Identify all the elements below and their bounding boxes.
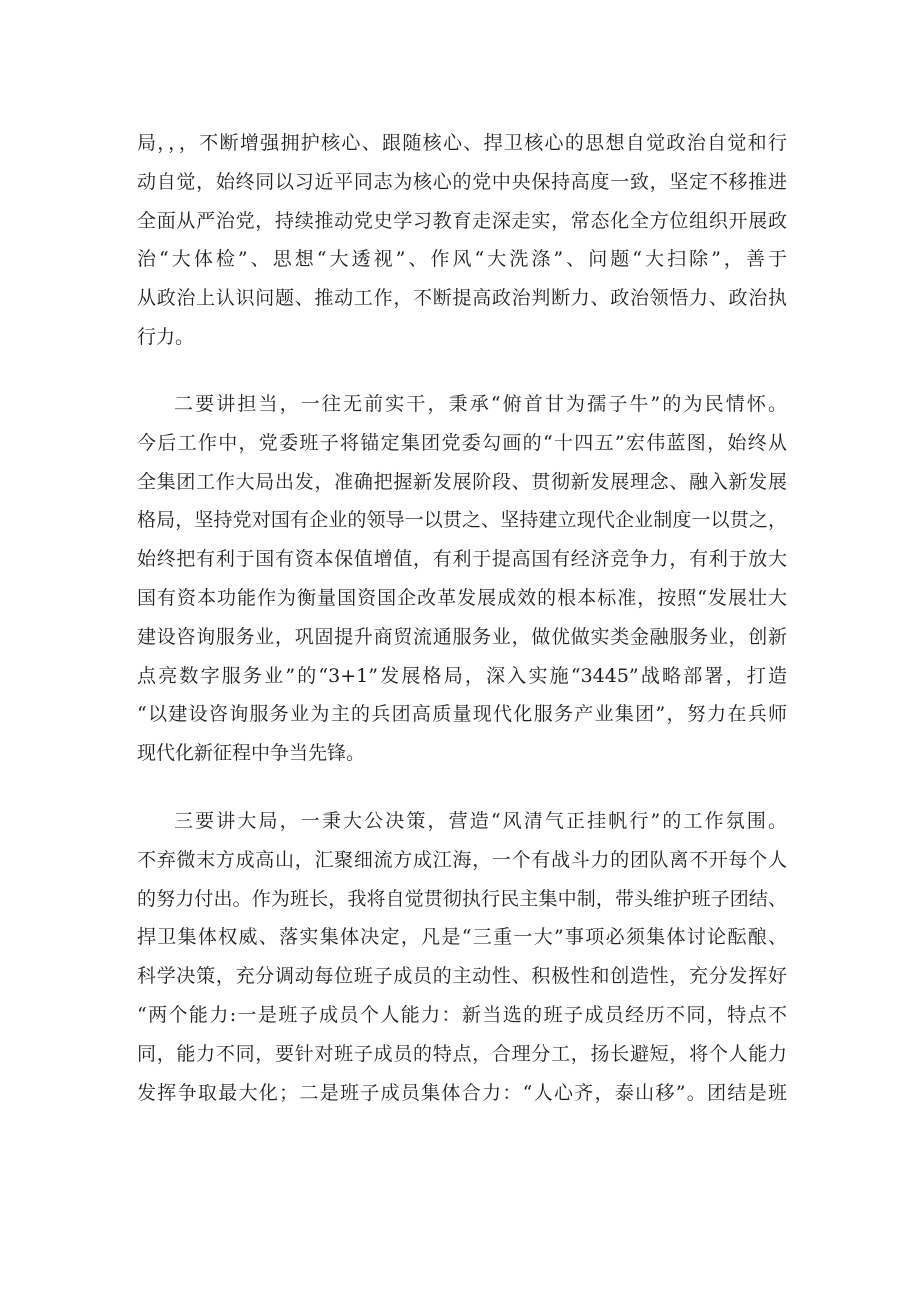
text-line: 现代化新征程中争当先锋。 [137,742,366,765]
text-line: 始终把有利于国有资本保值增值，有利于提高国有经济竞争力，有利于放大 [137,548,787,571]
text-line: 点亮数字服务业”的“3+1”发展格局，深入实施“3445”战略部署，打造 [137,664,787,687]
paragraph-overall-situation [137,802,787,1112]
text-line: 捍卫集体权威、落实集体决定，凡是“三重一大”事项必须集体讨论酝酿、 [137,926,787,949]
text-line: 的努力付出。作为班长，我将自觉贯彻执行民主集中制，带头维护班子团结、 [137,887,787,910]
text-line: 行力。 [137,325,195,348]
text-line: 治“大体检”、思想“大透视”、作风“大洗涤”、问题“大扫除”，善于 [137,248,787,271]
text-line: 科学决策，充分调动每位班子成员的主动性、积极性和创造性，充分发挥好 [137,965,787,988]
text-line: 不弃微末方成高山，汇聚细流方成江海，一个有战斗力的团队离不开每个人 [137,848,787,871]
text-line: 全集团工作大局出发，准确把握新发展阶段、贯彻新发展理念、融入新发展 [137,470,787,493]
text-line: 局，，，不断增强拥护核心、跟随核心、捍卫核心的思想自觉政治自觉和行 [137,132,787,154]
text-line: 全面从严治党，持续推动党史学习教育走深走实，常态化全方位组织开展政 [137,209,787,232]
text-line: 国有资本功能作为衡量国资国企改革发展成效的根本标准，按照“发展壮大 [137,586,787,609]
text-line: 建设咨询服务业，巩固提升商贸流通服务业，做优做实类金融服务业，创新 [137,625,787,648]
paragraph-political-stance [137,124,787,357]
text-line: “两个能力:一是班子成员个人能力：新当选的班子成员经历不同，特点不 [137,1003,787,1026]
text-line: 发挥争取最大化；二是班子成员集体合力：“人心齐，泰山移”。团结是班 [137,1081,787,1104]
paragraph-heading-line: 三要讲大局，一秉大公决策，营造“风清气正挂帆行”的工作氛围。 [174,810,787,832]
text-line: 今后工作中，党委班子将锚定集团党委勾画的“十四五”宏伟蓝图，始终从 [137,431,787,454]
paragraph-responsibility [137,385,787,773]
text-line: “以建设咨询服务业为主的兵团高质量现代化服务产业集团”，努力在兵师 [137,703,787,726]
text-line: 动自觉，始终同以习近平同志为核心的党中央保持高度一致，坚定不移推进 [137,170,787,193]
text-line: 同，能力不同，要针对班子成员的特点，合理分工，扬长避短，将个人能力 [137,1042,787,1065]
paragraph-heading-line: 二要讲担当，一往无前实干，秉承“俯首甘为孺子牛”的为民情怀。 [174,393,787,415]
text-line: 格局，坚持党对国有企业的领导一以贯之、坚持建立现代企业制度一以贯之， [137,509,787,532]
text-line: 从政治上认识问题、推动工作，不断提高政治判断力、政治领悟力、政治执 [137,287,787,310]
